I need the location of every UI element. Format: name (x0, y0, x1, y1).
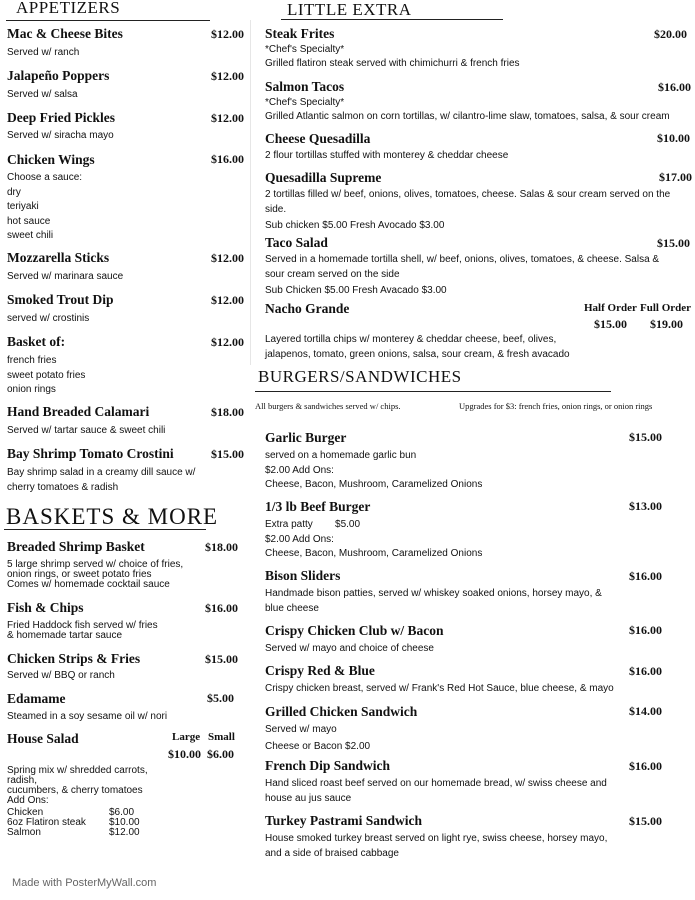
item-nacho-grande: Nacho Grande (265, 301, 350, 316)
price-crispy-chicken-club: $16.00 (629, 623, 662, 637)
price-deep-fried-pickles: $12.00 (211, 111, 244, 125)
price-steak-frites: $20.00 (654, 27, 687, 41)
price-garlic-burger: $15.00 (629, 430, 662, 444)
price-beef-burger: $13.00 (629, 499, 662, 513)
item-breaded-shrimp-basket: Breaded Shrimp Basket (7, 539, 145, 554)
price-salmon-tacos: $16.00 (658, 80, 691, 94)
desc-breaded-shrimp-basket: 5 large shrimp served w/ choice of fries, onion rings, or sweet potato fries Comes w/ homemade cocktail sauce (7, 559, 184, 590)
price-jalapeno-poppers: $12.00 (211, 69, 244, 83)
item-crispy-chicken-club: Crispy Chicken Club w/ Bacon (265, 623, 444, 638)
little-extra-heading: LITTLE EXTRA (287, 0, 412, 19)
house-salad-addons (7, 808, 157, 838)
burgers-rule (255, 391, 611, 392)
house-salad-large-label: Large (172, 731, 201, 743)
price-bay-shrimp-crostini: $15.00 (211, 447, 244, 461)
little-extra-rule (281, 19, 503, 20)
item-cheese-quesadilla: Cheese Quesadilla (265, 131, 371, 146)
price-crispy-red-blue: $16.00 (629, 664, 662, 678)
desc-garlic-burger: served on a homemade garlic bun $2.00 Add Ons: Cheese, Bacon, Mushroom, Caramelized Onions (265, 450, 483, 490)
desc-house-salad: Spring mix w/ shredded carrots, radish, cucumbers, & cherry tomatoes Add Ons: (7, 765, 148, 806)
item-turkey-pastrami-sandwich: Turkey Pastrami Sandwich (265, 813, 423, 828)
item-house-salad: House Salad (7, 731, 79, 746)
item-jalapeno-poppers: Jalapeño Poppers (7, 68, 110, 83)
desc-grilled-chicken-sandwich: Served w/ mayo Cheese or Bacon $2.00 (265, 724, 371, 752)
postermywall-watermark: Made with PosterMyWall.com (12, 877, 157, 889)
price-taco-salad: $15.00 (657, 236, 690, 250)
item-hand-breaded-calamari: Hand Breaded Calamari (7, 404, 150, 419)
item-bison-sliders: Bison Sliders (265, 568, 341, 583)
item-steak-frites: Steak Frites (265, 26, 335, 41)
item-garlic-burger: Garlic Burger (265, 430, 347, 445)
addon-row: Salmon $12.00 (7, 827, 140, 838)
desc-nacho-grande: Layered tortilla chips w/ monterey & cheddar cheese, beef, olives, jalapenos, tomato, green onions, salsa, sour cream, & fresh avacado (265, 334, 570, 360)
burgers-heading: BURGERS/SANDWICHES (258, 367, 462, 386)
desc-beef-burger: Extra patty $5.00 $2.00 Add Ons: Cheese, Bacon, Mushroom, Caramelized Onions (265, 519, 483, 559)
item-crispy-red-blue: Crispy Red & Blue (265, 663, 375, 678)
desc-chicken-wings: Choose a sauce: dry teriyaki hot sauce sweet chili (7, 172, 83, 241)
desc-bay-shrimp-crostini: Bay shrimp salad in a creamy dill sauce w/ cherry tomatoes & radish (7, 467, 196, 493)
desc-cheese-quesadilla: 2 flour tortillas stuffed with monterey & cheddar cheese (265, 150, 509, 161)
desc-crispy-chicken-club: Served w/ mayo and choice of cheese (265, 643, 434, 654)
item-deep-fried-pickles: Deep Fried Pickles (7, 110, 115, 125)
nacho-half-label: Half Order (584, 302, 637, 314)
desc-fish-chips: Fried Haddock fish served w/ fries & homemade tartar sauce (7, 620, 158, 641)
column-divider (250, 20, 251, 365)
price-hand-breaded-calamari: $18.00 (211, 405, 244, 419)
price-smoked-trout-dip: $12.00 (211, 293, 244, 307)
appetizers-rule (6, 20, 210, 21)
desc-bison-sliders: Handmade bison patties, served w/ whiskey soaked onions, horsey mayo, & blue cheese (265, 588, 602, 614)
desc-mac-cheese-bites: Served w/ ranch (7, 47, 80, 58)
addon-row: 6oz Flatiron steak $10.00 (7, 817, 140, 828)
item-beef-burger: 1/3 lb Beef Burger (265, 499, 371, 514)
burgers-note-upgrades: Upgrades for $3: french fries, onion rings, or onion rings (459, 401, 653, 411)
nacho-half-price: $15.00 (594, 317, 627, 331)
baskets-rule (4, 529, 206, 530)
desc-basket-of: french fries sweet potato fries onion rings (7, 355, 86, 395)
item-quesadilla-supreme: Quesadilla Supreme (265, 170, 382, 185)
house-salad-small-price: $6.00 (207, 747, 234, 761)
price-quesadilla-supreme: $17.00 (659, 170, 692, 184)
item-bay-shrimp-crostini: Bay Shrimp Tomato Crostini (7, 446, 174, 461)
desc-deep-fried-pickles: Served w/ siracha mayo (7, 130, 114, 141)
price-chicken-wings: $16.00 (211, 152, 244, 166)
price-breaded-shrimp-basket: $18.00 (205, 540, 238, 554)
item-taco-salad: Taco Salad (265, 235, 328, 250)
item-basket-of: Basket of: (7, 334, 66, 349)
price-mozzarella-sticks: $12.00 (211, 251, 244, 265)
desc-quesadilla-supreme: 2 tortillas filled w/ beef, onions, olives, tomatoes, cheese. Salas & sour cream served on the side. Sub chicken $5.00 Fresh Avocado $3.00 (265, 189, 671, 231)
price-mac-cheese-bites: $12.00 (211, 27, 244, 41)
item-salmon-tacos: Salmon Tacos (265, 79, 345, 94)
price-edamame: $5.00 (207, 691, 234, 705)
addon-row: Chicken $6.00 (7, 807, 135, 818)
item-mac-cheese-bites: Mac & Cheese Bites (7, 26, 123, 41)
desc-salmon-tacos: *Chef's Specialty* Grilled Atlantic salmon on corn tortillas, w/ cilantro-lime slaw, tomatoes, salsa, & sour cream (265, 97, 670, 122)
price-basket-of: $12.00 (211, 335, 244, 349)
nacho-full-price: $19.00 (650, 317, 683, 331)
desc-turkey-pastrami-sandwich: House smoked turkey breast served on light rye, swiss cheese, horsey mayo, and a side of braised cabbage (265, 833, 608, 859)
desc-french-dip-sandwich: Hand sliced roast beef served on our homemade bread, w/ swiss cheese and house au jus sauce (265, 778, 607, 804)
desc-smoked-trout-dip: served w/ crostinis (7, 313, 90, 324)
item-smoked-trout-dip: Smoked Trout Dip (7, 292, 114, 307)
item-grilled-chicken-sandwich: Grilled Chicken Sandwich (265, 704, 418, 719)
desc-chicken-strips-fries: Served w/ BBQ or ranch (7, 670, 115, 681)
burgers-note-chips: All burgers & sandwiches served w/ chips. (255, 401, 401, 411)
price-chicken-strips-fries: $15.00 (205, 652, 238, 666)
price-bison-sliders: $16.00 (629, 569, 662, 583)
item-edamame: Edamame (7, 691, 66, 706)
item-chicken-wings: Chicken Wings (7, 152, 95, 167)
house-salad-large-price: $10.00 (168, 747, 201, 761)
price-french-dip-sandwich: $16.00 (629, 759, 662, 773)
price-grilled-chicken-sandwich: $14.00 (629, 704, 662, 718)
desc-mozzarella-sticks: Served w/ marinara sauce (7, 271, 124, 282)
price-fish-chips: $16.00 (205, 601, 238, 615)
desc-jalapeno-poppers: Served w/ salsa (7, 89, 78, 100)
desc-steak-frites: *Chef's Specialty* Grilled flatiron steak served with chimichurri & french fries (265, 44, 520, 69)
appetizers-heading: APPETIZERS (16, 0, 121, 17)
item-fish-chips: Fish & Chips (7, 600, 84, 615)
price-cheese-quesadilla: $10.00 (657, 131, 690, 145)
item-chicken-strips-fries: Chicken Strips & Fries (7, 651, 141, 666)
price-turkey-pastrami-sandwich: $15.00 (629, 814, 662, 828)
item-mozzarella-sticks: Mozzarella Sticks (7, 250, 110, 265)
house-salad-small-label: Small (208, 731, 235, 743)
nacho-full-label: Full Order (640, 302, 692, 314)
desc-edamame: Steamed in a soy sesame oil w/ nori (7, 711, 168, 722)
item-french-dip-sandwich: French Dip Sandwich (265, 758, 391, 773)
baskets-heading: BASKETS & MORE (6, 504, 219, 529)
desc-taco-salad: Served in a homemade tortilla shell, w/ beef, onions, olives, tomatoes, & cheese. Salsa & sour cream served on the side Sub Chicken $5.00 Fresh Avacado $3.00 (265, 254, 660, 296)
desc-crispy-red-blue: Crispy chicken breast, served w/ Frank's Red Hot Sauce, blue cheese, & mayo (265, 683, 614, 694)
desc-hand-breaded-calamari: Served w/ tartar sauce & sweet chili (7, 425, 166, 436)
